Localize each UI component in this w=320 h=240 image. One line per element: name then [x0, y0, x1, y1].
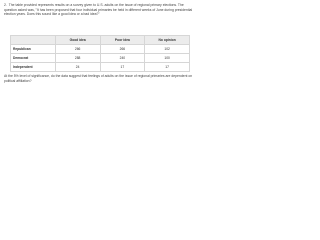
- table-header-no-opinion: No opinion: [145, 36, 190, 45]
- table-cell: 102: [145, 45, 190, 54]
- problem-stem: [4, 3, 196, 17]
- table-cell: 100: [145, 54, 190, 63]
- row-label-republican: Republican: [11, 45, 56, 54]
- table-cell: 288: [55, 54, 100, 63]
- row-label-democrat: Democrat: [11, 54, 56, 63]
- table-row: [11, 54, 190, 63]
- table-header-good-idea: Good idea: [55, 36, 100, 45]
- problem-question: At the 5% level of significance, do the data suggest that feelings of adults on the issue of regional primaries are dependent on political affiliation?: [4, 74, 193, 83]
- table-header-row: [11, 36, 190, 45]
- table-cell: 17: [145, 63, 190, 72]
- table-row: [11, 45, 190, 54]
- problem-number: 2.: [4, 3, 7, 7]
- survey-table-container: [10, 35, 190, 72]
- table-header-corner: [11, 36, 56, 45]
- row-label-independent: Independent: [11, 63, 56, 72]
- table-cell: 266: [100, 45, 145, 54]
- problem-statement: [4, 3, 196, 17]
- table-cell: 17: [100, 63, 145, 72]
- table-cell: 266: [55, 45, 100, 54]
- survey-results-table: [10, 35, 190, 72]
- table-row: [11, 63, 190, 72]
- table-cell: 24: [55, 63, 100, 72]
- table-header-poor-idea: Poor idea: [100, 36, 145, 45]
- problem-stem-text: The table provided represents results on a survey given to U.S. adults on the issue of regional primary elections. The question asked was, "It has been proposed that four individual primaries be held in different weeks of June during presidential election years. Does this sound like a good idea or a bad idea?": [4, 3, 193, 16]
- table-cell: 240: [100, 54, 145, 63]
